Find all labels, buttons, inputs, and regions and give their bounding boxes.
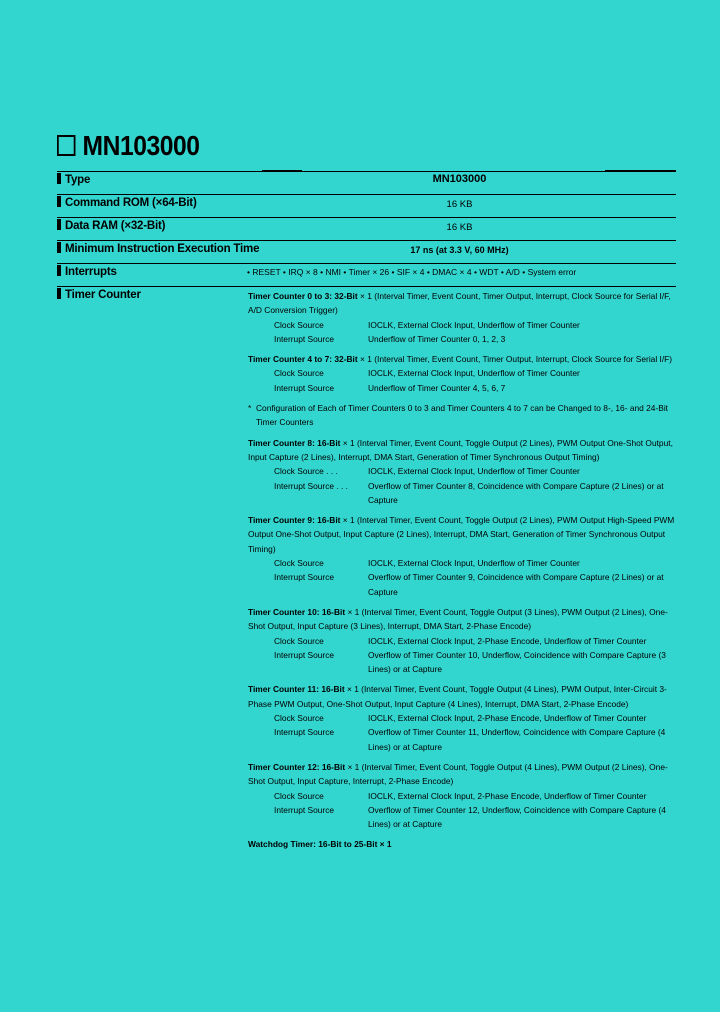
row-value: 16 KB [446,199,473,210]
row-marker-icon [57,242,61,253]
watchdog-timer: Watchdog Timer: 16-Bit to 25-Bit × 1 [248,839,392,850]
timer-block-9: Timer Counter 9: 16-Bit × 1 (Interval Timer, Event Count, Toggle Output (2 Lines), PWM Output High-Speed PWM Output One-Shot Output, Input Capture (2 Lines), Interrupt, DMA Start, Generation of Timer Synchronous Output Timing) Clock Source IOCLK, External Clock Input, Underflow of Timer Counter Interrupt Source Overflow of Timer Counter 9, Coincidence with Compare Capture (2 Lines) or at Capture [248,515,675,597]
configuration-note: * Configuration of Each of Timer Counters 0 to 3 and Timer Counters 4 to 7 can be Changed to 8-, 16- and 24-Bit Timer Counters [248,403,669,428]
timer-block-10: Timer Counter 10: 16-Bit × 1 (Interval Timer, Event Count, Toggle Output (3 Lines), PWM Output (2 Lines), One-Shot Output, Input Capture (3 Lines), Interrupt, DMA Start, 2-Phase Encode) Clock Source IOCLK, External Clock Input, 2-Phase Encode, Underflow of Timer Counter Interrupt Source Overflow of Timer Counter 10, Underflow, Coincidence with Compare Capture (3 Lines) or at Capture [248,606,668,675]
row-label: Minimum Instruction Execution Time [65,243,260,255]
checkbox-square-icon [57,135,75,156]
row-value: MN103000 [432,173,487,185]
row-marker-icon [57,219,61,230]
timer-counter-details [248,289,676,852]
timer-block-8: Timer Counter 8: 16-Bit × 1 (Interval Timer, Event Count, Toggle Output (2 Lines), PWM Output One-Shot Output, Input Capture (2 Lines), Interrupt, DMA Start, Generation of Timer Synchronous Output Timing) Clock Source . . . IOCLK, External Clock Input, Underflow of Timer Counter Interrupt Source . . . Overflow of Timer Counter 8, Coincidence with Compare Capture (2 Lines) or at Capture [248,437,673,505]
timer-block-0-3: Timer Counter 0 to 3: 32-Bit × 1 (Interval Timer, Event Count, Timer Output, Interrupt, Clock Source for Serial I/F, A/D Conversion Trigger) Clock Source IOCLK, External Clock Input, Underflow of Timer Counter Interrupt Source Underflow of Timer Counter 0, 1, 2, 3 [248,291,671,344]
row-marker-icon [57,265,61,276]
row-data-ram [57,217,676,240]
row-label: Type [65,174,91,186]
row-value: • RESET • IRQ × 8 • NMI • Timer × 26 • SIF × 4 • DMAC × 4 • WDT • A/D • System error [247,267,577,277]
title-text: MN103000 [82,130,200,161]
row-marker-icon [57,196,61,207]
row-label: Data RAM (×32-Bit) [65,220,166,232]
timer-block-12: Timer Counter 12: 16-Bit × 1 (Interval Timer, Event Count, Toggle Output (4 Lines), PWM Output (2 Lines), One-Shot Output, Input Capture, Interrupt, 2-Phase Encode) Clock Source IOCLK, External Clock Input, 2-Phase Encode, Underflow of Timer Counter Interrupt Source Overflow of Timer Counter 12, Underflow, Coincidence with Compare Capture (4 Lines) or at Capture [248,761,668,830]
row-marker-icon [57,288,61,299]
page-title [57,130,200,162]
row-value: 16 KB [446,222,473,233]
row-marker-icon [57,173,61,184]
row-command-rom [57,194,676,217]
row-label: Command ROM (×64-Bit) [65,197,197,209]
timer-block-4-7: Timer Counter 4 to 7: 32-Bit × 1 (Interval Timer, Event Count, Timer Output, Interrupt, Clock Source for Serial I/F) Clock Source IOCLK, External Clock Input, Underflow of Timer Counter Interrupt Source Underflow of Timer Counter 4, 5, 6, 7 [248,354,673,393]
row-interrupts [57,263,676,286]
row-label: Timer Counter [65,289,141,301]
row-min-instruction-time [57,240,676,263]
timer-block-11: Timer Counter 11: 16-Bit × 1 (Interval Timer, Event Count, Toggle Output (4 Lines), PWM Output, Inter-Circuit 3-Phase PWM Output, One-Shot Output, Input Capture (4 Lines), Interrupt, DMA Start, 2-Phase Encode) Clock Source IOCLK, External Clock Input, 2-Phase Encode, Underflow of Timer Counter Interrupt Source Overflow of Timer Counter 11, Underflow, Coincidence with Compare Capture (4 Lines) or at Capture [248,684,667,752]
row-label: Interrupts [65,266,117,278]
row-type [57,171,676,194]
row-value: 17 ns (at 3.3 V, 60 MHz) [410,245,509,255]
